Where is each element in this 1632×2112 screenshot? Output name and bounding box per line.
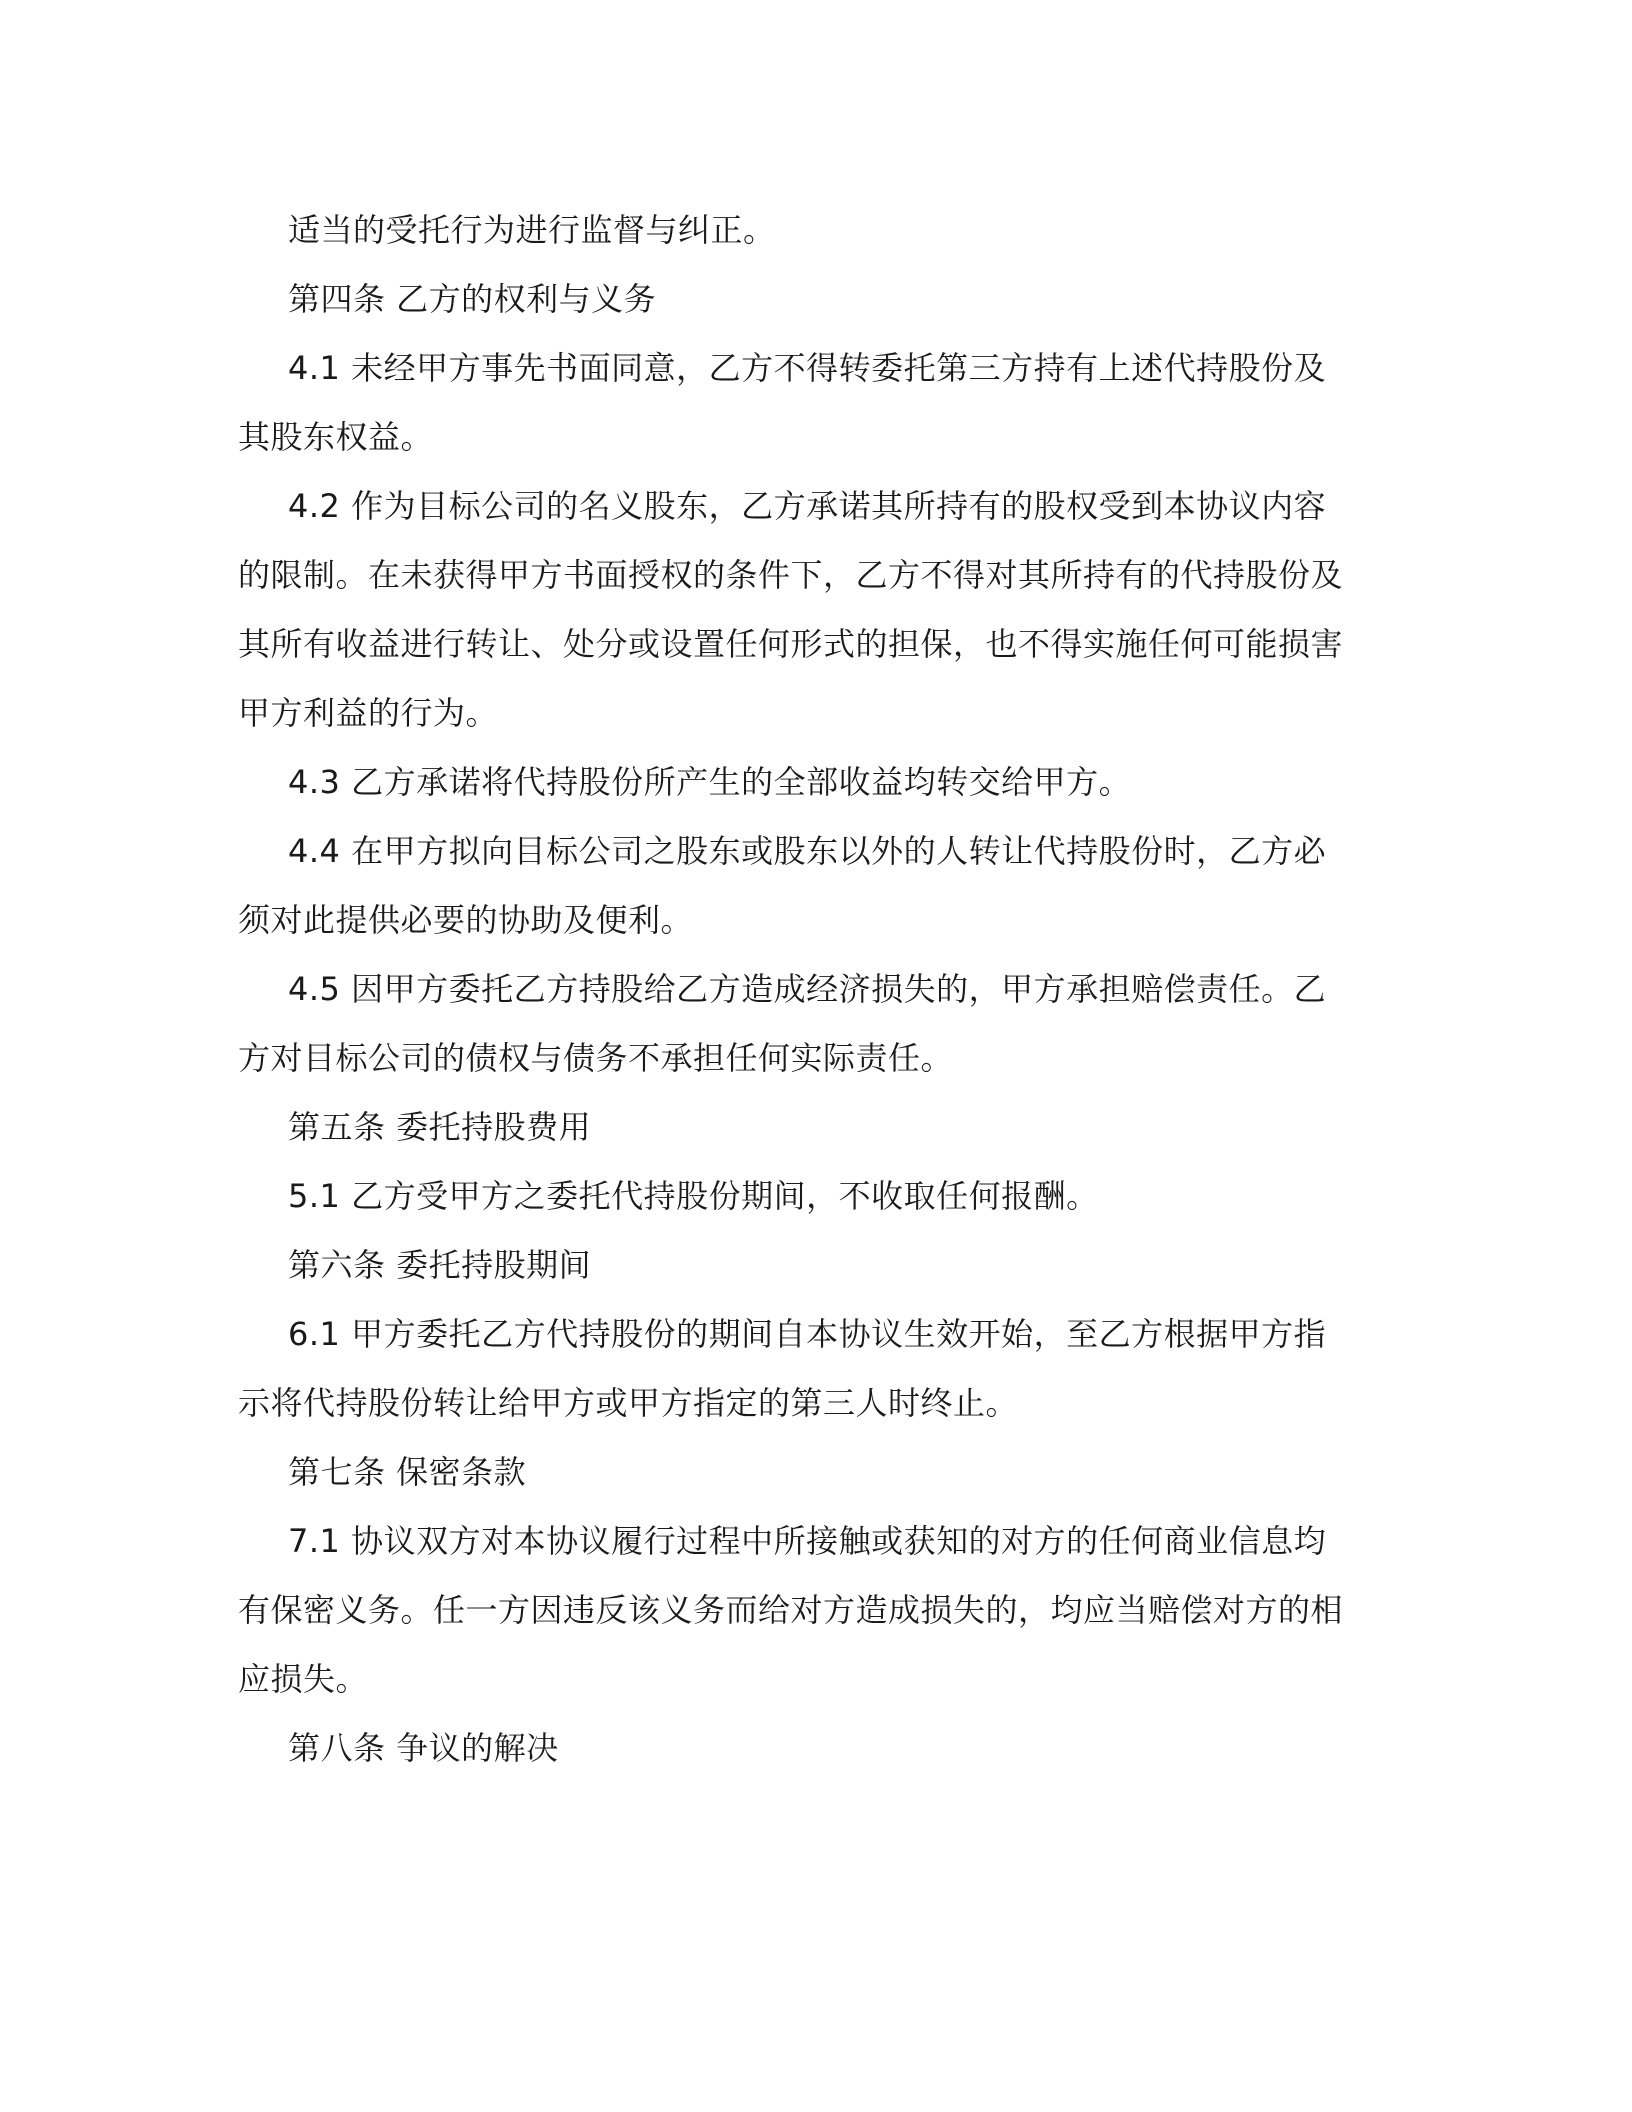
paragraph-continuation: 适当的受托行为进行监督与纠正。: [288, 211, 776, 249]
clause-6-1: 6.1 甲方委托乙方代持股份的期间自本协议生效开始，至乙方根据甲方指示将代持股份转让给甲方或甲方指定的第三人时终止。: [238, 1315, 1327, 1422]
article-7-heading: 第七条 保密条款: [288, 1453, 527, 1491]
clause-4-1: 4.1 未经甲方事先书面同意，乙方不得转委托第三方持有上述代持股份及其股东权益。: [238, 349, 1327, 456]
clause-4-3: 4.3 乙方承诺将代持股份所产生的全部收益均转交给甲方。: [288, 763, 1132, 801]
article-4-heading: 第四条 乙方的权利与义务: [288, 280, 657, 318]
clause-4-5: 4.5 因甲方委托乙方持股给乙方造成经济损失的，甲方承担赔偿责任。乙方对目标公司的债权与债务不承担任何实际责任。: [238, 970, 1327, 1077]
article-8-heading: 第八条 争议的解决: [288, 1729, 559, 1767]
article-6-heading: 第六条 委托持股期间: [288, 1246, 592, 1284]
clause-7-1: 7.1 协议双方对本协议履行过程中所接触或获知的对方的任何商业信息均有保密义务。任一方因违反该义务而给对方造成损失的，均应当赔偿对方的相应损失。: [238, 1522, 1344, 1698]
clause-5-1: 5.1 乙方受甲方之委托代持股份期间，不收取任何报酬。: [288, 1177, 1099, 1215]
document-page: [238, 196, 1358, 1783]
clause-4-2: 4.2 作为目标公司的名义股东，乙方承诺其所持有的股权受到本协议内容的限制。在未获得甲方书面授权的条件下，乙方不得对其所持有的代持股份及其所有收益进行转让、处分或设置任何形式的担保，也不得实施任何可能损害甲方利益的行为。: [238, 487, 1344, 732]
article-5-heading: 第五条 委托持股费用: [288, 1108, 592, 1146]
clause-4-4: 4.4 在甲方拟向目标公司之股东或股东以外的人转让代持股份时，乙方必须对此提供必要的协助及便利。: [238, 832, 1327, 939]
